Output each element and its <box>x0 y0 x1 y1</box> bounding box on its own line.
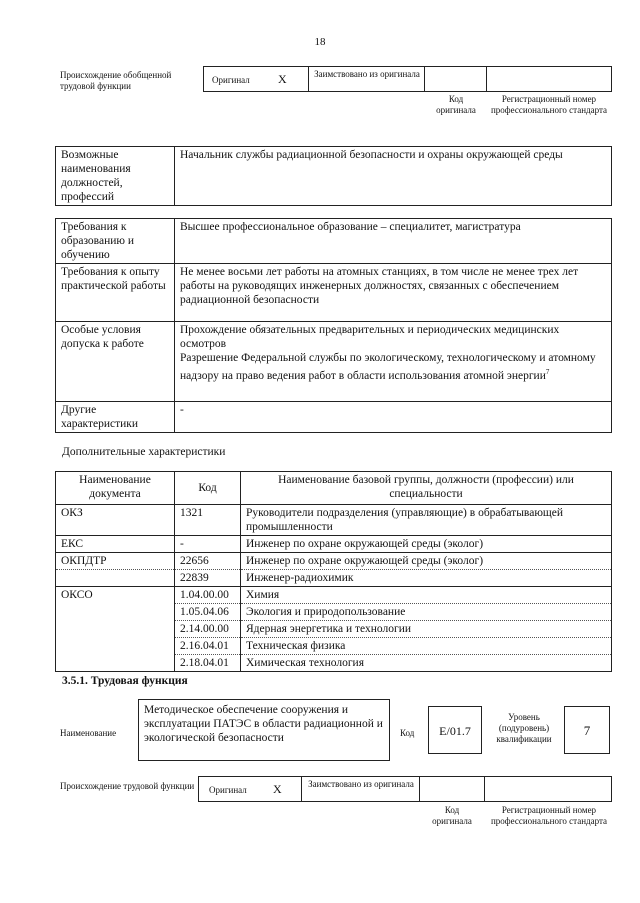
other-label: Другие характеристики <box>56 402 175 433</box>
header-name: Наименование базовой группы, должности (профессии) или специальности <box>241 472 612 505</box>
code-original-cell <box>419 776 485 802</box>
qualification-level-box: 7 <box>564 706 610 754</box>
reg-number-cell <box>484 776 612 802</box>
doc-cell <box>56 604 175 621</box>
name-cell: Техническая физика <box>241 638 612 655</box>
qualification-level-label: Уровень (подуровень) квалификации <box>496 712 552 744</box>
original-mark: X <box>278 72 287 86</box>
code-original-caption: Код оригинала <box>432 805 472 826</box>
header-code: Код <box>175 472 241 505</box>
origin-original-cell <box>203 66 309 92</box>
code-original-cell <box>424 66 487 92</box>
doc-cell <box>56 655 175 672</box>
code-cell: 1321 <box>175 505 241 536</box>
requirements-table <box>55 218 612 433</box>
reg-number-caption: Регистрационный номер профессионального стандарта <box>490 94 608 115</box>
name-cell: Ядерная энергетика и технологии <box>241 621 612 638</box>
additional-title: Дополнительные характеристики <box>62 446 226 458</box>
other-value: - <box>175 402 612 433</box>
name-cell: Химия <box>241 587 612 604</box>
origin-function-label: Происхождение трудовой функции <box>60 781 195 791</box>
function-code-box: E/01.7 <box>428 706 482 754</box>
footnote-mark: 7 <box>545 368 550 376</box>
name-cell: Химическая технология <box>241 655 612 672</box>
medical-exam-text: Прохождение обязательных предварительных и периодических медицинских осмотров <box>180 324 560 350</box>
doc-cell <box>56 621 175 638</box>
origin-generalized-label: Происхождение обобщенной трудовой функции <box>60 70 172 91</box>
positions-label: Возможные наименования должностей, профессий <box>56 147 175 206</box>
permission-text <box>180 351 606 383</box>
code-cell: 1.04.00.00 <box>175 587 241 604</box>
code-original-caption: Код оригинала <box>436 94 476 115</box>
code-cell: - <box>175 536 241 553</box>
special-conditions-label: Особые условия допуска к работе <box>56 322 175 402</box>
name-cell: Инженер по охране окружающей среды (эколог) <box>241 536 612 553</box>
code-cell: 22839 <box>175 570 241 587</box>
doc-cell: ОКСО <box>56 587 175 604</box>
page-number: 18 <box>314 36 326 48</box>
education-value: Высшее профессиональное образование – специалитет, магистратура <box>175 219 612 264</box>
original-label: Оригинал <box>209 785 247 795</box>
code-cell: 1.05.04.06 <box>175 604 241 621</box>
code-cell: 22656 <box>175 553 241 570</box>
experience-value: Не менее восьми лет работы на атомных станциях, в том числе не менее трех лет работы на руководящих инженерных должностях, связанных с обеспечением радиационной безопасности <box>175 264 612 322</box>
borrowed-cell <box>308 66 425 92</box>
doc-cell: ЕКС <box>56 536 175 553</box>
original-label: Оригинал <box>212 75 250 85</box>
additional-table <box>55 471 612 672</box>
original-mark: X <box>273 782 282 796</box>
doc-cell: ОКЗ <box>56 505 175 536</box>
header-doc: Наименование документа <box>56 472 175 505</box>
origin-function-original-cell <box>198 776 302 802</box>
positions-table <box>55 146 612 206</box>
borrowed-cell <box>301 776 420 802</box>
name-cell: Инженер по охране окружающей среды (эколог) <box>241 553 612 570</box>
borrowed-label: Заимствовано из оригинала <box>314 69 420 79</box>
experience-label: Требования к опыту практической работы <box>56 264 175 322</box>
name-cell: Руководители подразделения (управляющие) в обрабатывающей промышленности <box>241 505 612 536</box>
name-cell: Инженер-радиохимик <box>241 570 612 587</box>
function-code-label: Код <box>400 728 415 738</box>
code-cell: 2.14.00.00 <box>175 621 241 638</box>
permission-text-body: Разрешение Федеральной службы по экологическому, технологическому и атомному надзору на право ведения работ в области использования атомной энергии <box>180 352 596 382</box>
section-heading: 3.5.1. Трудовая функция <box>62 675 188 687</box>
doc-cell <box>56 570 175 587</box>
reg-number-caption: Регистрационный номер профессионального стандарта <box>490 805 608 826</box>
function-name-box: Методическое обеспечение сооружения и эксплуатации ПАТЭС в области радиационной и экологической безопасности <box>138 699 390 761</box>
code-cell: 2.18.04.01 <box>175 655 241 672</box>
borrowed-label: Заимствовано из оригинала <box>308 779 414 789</box>
reg-number-cell <box>486 66 612 92</box>
doc-cell: ОКПДТР <box>56 553 175 570</box>
special-conditions-value <box>175 322 612 402</box>
doc-cell <box>56 638 175 655</box>
positions-value: Начальник службы радиационной безопасности и охраны окружающей среды <box>175 147 612 206</box>
education-label: Требования к образованию и обучению <box>56 219 175 264</box>
function-name-label: Наименование <box>60 728 117 738</box>
code-cell: 2.16.04.01 <box>175 638 241 655</box>
name-cell: Экология и природопользование <box>241 604 612 621</box>
